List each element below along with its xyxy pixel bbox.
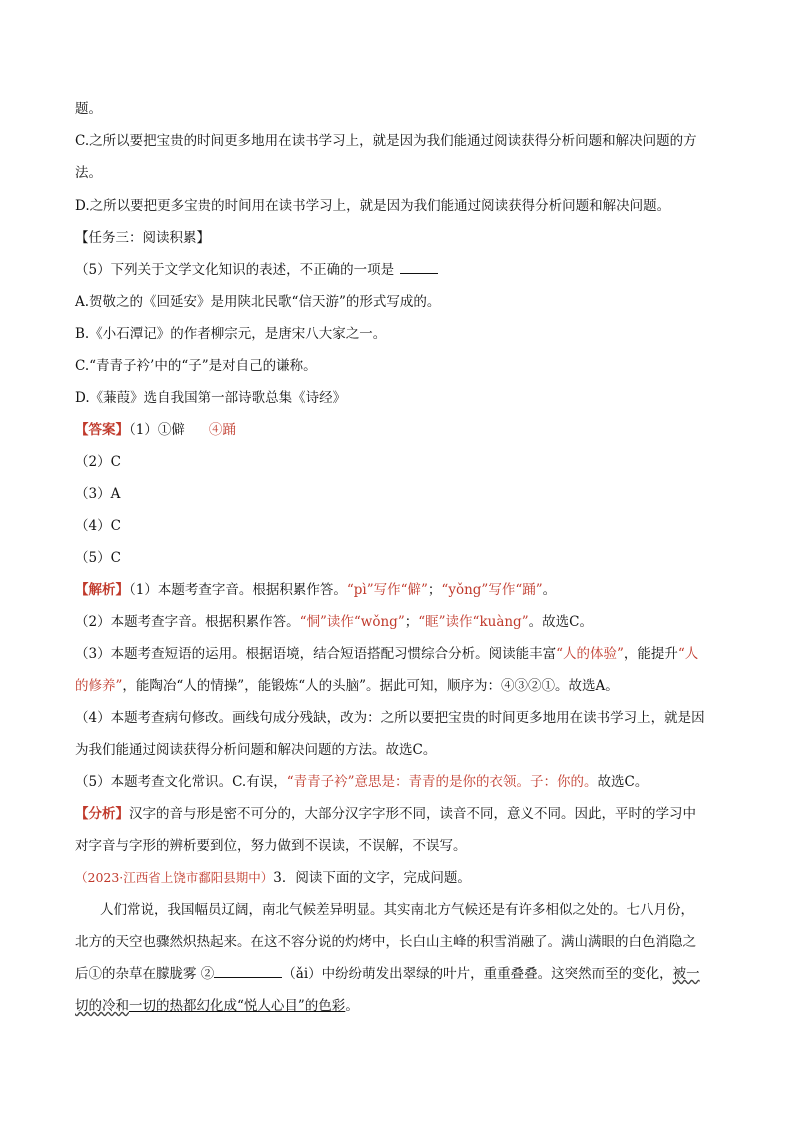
analysis-highlight: “pì”写作“僻” bbox=[346, 582, 428, 598]
analysis-text: ； bbox=[427, 582, 442, 598]
answer-blank bbox=[400, 261, 438, 274]
analysis-line-2 bbox=[75, 612, 735, 632]
passage-line-3 bbox=[75, 964, 735, 984]
passage-text: （ǎi）中纷纷萌发出翠绿的叶片，重重叠叠。这突然而至的变化， bbox=[282, 966, 673, 982]
passage-line-1: 人们常说，我国幅员辽阔，南北气候差异明显。其实南北方气候还是有许多相似之处的。七八月份， bbox=[100, 902, 694, 918]
answer-tag: 【答案】 bbox=[75, 422, 129, 438]
question-5-text: （5）下列关于文学文化知识的表述，不正确的一项是 bbox=[75, 262, 395, 278]
answer-value: ④踊 bbox=[208, 422, 236, 438]
text-line: 题。 bbox=[75, 101, 102, 117]
analysis-highlight: “眶”读作“kuàng” bbox=[418, 614, 529, 630]
analysis-line-4 bbox=[75, 676, 735, 696]
option-a-line: A.贺敬之的《回延安》是用陕北民歌“信天游”的形式写成的。 bbox=[75, 294, 441, 310]
marked-sentence: 切的冷和 bbox=[75, 998, 129, 1014]
option-c-line: C.之所以要把宝贵的时间更多地用在读书学习上，就是因为我们能通过阅读获得分析问题和解决问题的方 bbox=[75, 133, 697, 149]
analysis-text: ，能陶冶“人的情操”，能锻炼“人的头脑”。据此可知，顺序为：④③②①。故选A。 bbox=[122, 678, 619, 694]
question-3-heading bbox=[75, 868, 735, 888]
analysis-line-6: 为我们能通过阅读获得分析问题和解决问题的方法。故选C。 bbox=[75, 742, 437, 758]
analysis-text: ； bbox=[404, 614, 419, 630]
answer-prefix: （1） bbox=[129, 422, 158, 438]
fenxi-line-1 bbox=[75, 804, 735, 824]
question-title: 3．阅读下面的文字，完成问题。 bbox=[273, 870, 471, 886]
analysis-highlight: “yǒng”写作“踊” bbox=[441, 582, 543, 598]
option-d-line: D.《蒹葭》选自我国第一部诗歌总集《诗经》 bbox=[75, 390, 347, 406]
analysis-highlight: “青青子衿”意思是：青青的是你的衣领。子：你的。 bbox=[286, 774, 598, 790]
analysis-highlight: “人 bbox=[677, 646, 699, 662]
analysis-text: （3）本题考查短语的运用。根据语境，结合短语搭配习惯综合分析。阅读能丰富 bbox=[75, 646, 557, 662]
analysis-line-3 bbox=[75, 644, 735, 664]
answer-line-1 bbox=[75, 420, 735, 440]
analysis-text: 。故选C。 bbox=[528, 614, 593, 630]
question-5 bbox=[75, 260, 735, 280]
option-d-line: D.之所以要把更多宝贵的时间用在读书学习上，就是因为我们能通过阅读获得分析问题和解决问题。 bbox=[75, 198, 671, 214]
analysis-line-7 bbox=[75, 772, 735, 792]
analysis-text: ，能提升 bbox=[623, 646, 678, 662]
analysis-text: （5）本题考查文化常识。C.有误， bbox=[75, 774, 287, 790]
analysis-line-1 bbox=[75, 580, 735, 600]
answer-line-2: （2）C bbox=[75, 454, 121, 470]
passage-text: 。 bbox=[345, 998, 359, 1014]
analysis-text: 故选C。 bbox=[597, 774, 649, 790]
analysis-tag: 【解析】 bbox=[75, 582, 129, 598]
answer-value: ①僻 bbox=[157, 422, 185, 438]
fenxi-text: 汉字的音与形是密不可分的，大部分汉字字形不同，读音不同，意义不同。因此，平时的学习中 bbox=[129, 806, 696, 822]
passage-line-2: 北方的天空也骤然炽热起来。在这不容分说的灼烤中，长白山主峰的积雪消融了。满山满眼的白色消隐之 bbox=[75, 934, 696, 950]
analysis-text: 。 bbox=[542, 582, 557, 598]
answer-line-3: （3）A bbox=[75, 486, 121, 502]
fenxi-tag: 【分析】 bbox=[75, 806, 129, 822]
analysis-highlight: 的修养” bbox=[75, 678, 123, 694]
analysis-line-5: （4）本题考查病句修改。画线句成分残缺，改为：之所以要把宝贵的时间更多地用在读书学习上，就是因 bbox=[75, 710, 705, 726]
answer-line-4: （4）C bbox=[75, 518, 121, 534]
fill-blank bbox=[214, 965, 282, 978]
option-c-line: C.“青青子衿’中的“子”是对自己的谦称。 bbox=[75, 358, 317, 374]
analysis-highlight: “人的体验” bbox=[556, 646, 624, 662]
task-heading: 【任务三：阅读积累】 bbox=[75, 230, 210, 246]
fenxi-line-2: 对字音与字形的辨析要到位，努力做到不误读，不误解，不误写。 bbox=[75, 838, 467, 854]
marked-sentence: 一切的热都幻化成“悦人心目”的色彩 bbox=[129, 998, 346, 1014]
text-line: 法。 bbox=[75, 165, 102, 181]
answer-line-5: （5）C bbox=[75, 550, 121, 566]
question-source: （2023·江西省上饶市鄱阳县期中） bbox=[75, 870, 274, 885]
analysis-text: （2）本题考查字音。根据积累作答。 bbox=[75, 614, 300, 630]
passage-text: 后①的杂草在朦胧雾 ② bbox=[75, 966, 215, 982]
passage-line-4 bbox=[75, 996, 735, 1016]
marked-sentence: 被一 bbox=[672, 966, 700, 982]
analysis-text: （1）本题考查字音。根据积累作答。 bbox=[129, 582, 347, 598]
analysis-highlight: “恫”读作“wǒng” bbox=[299, 614, 405, 630]
option-b-line: B.《小石潭记》的作者柳宗元，是唐宋八大家之一。 bbox=[75, 326, 387, 342]
